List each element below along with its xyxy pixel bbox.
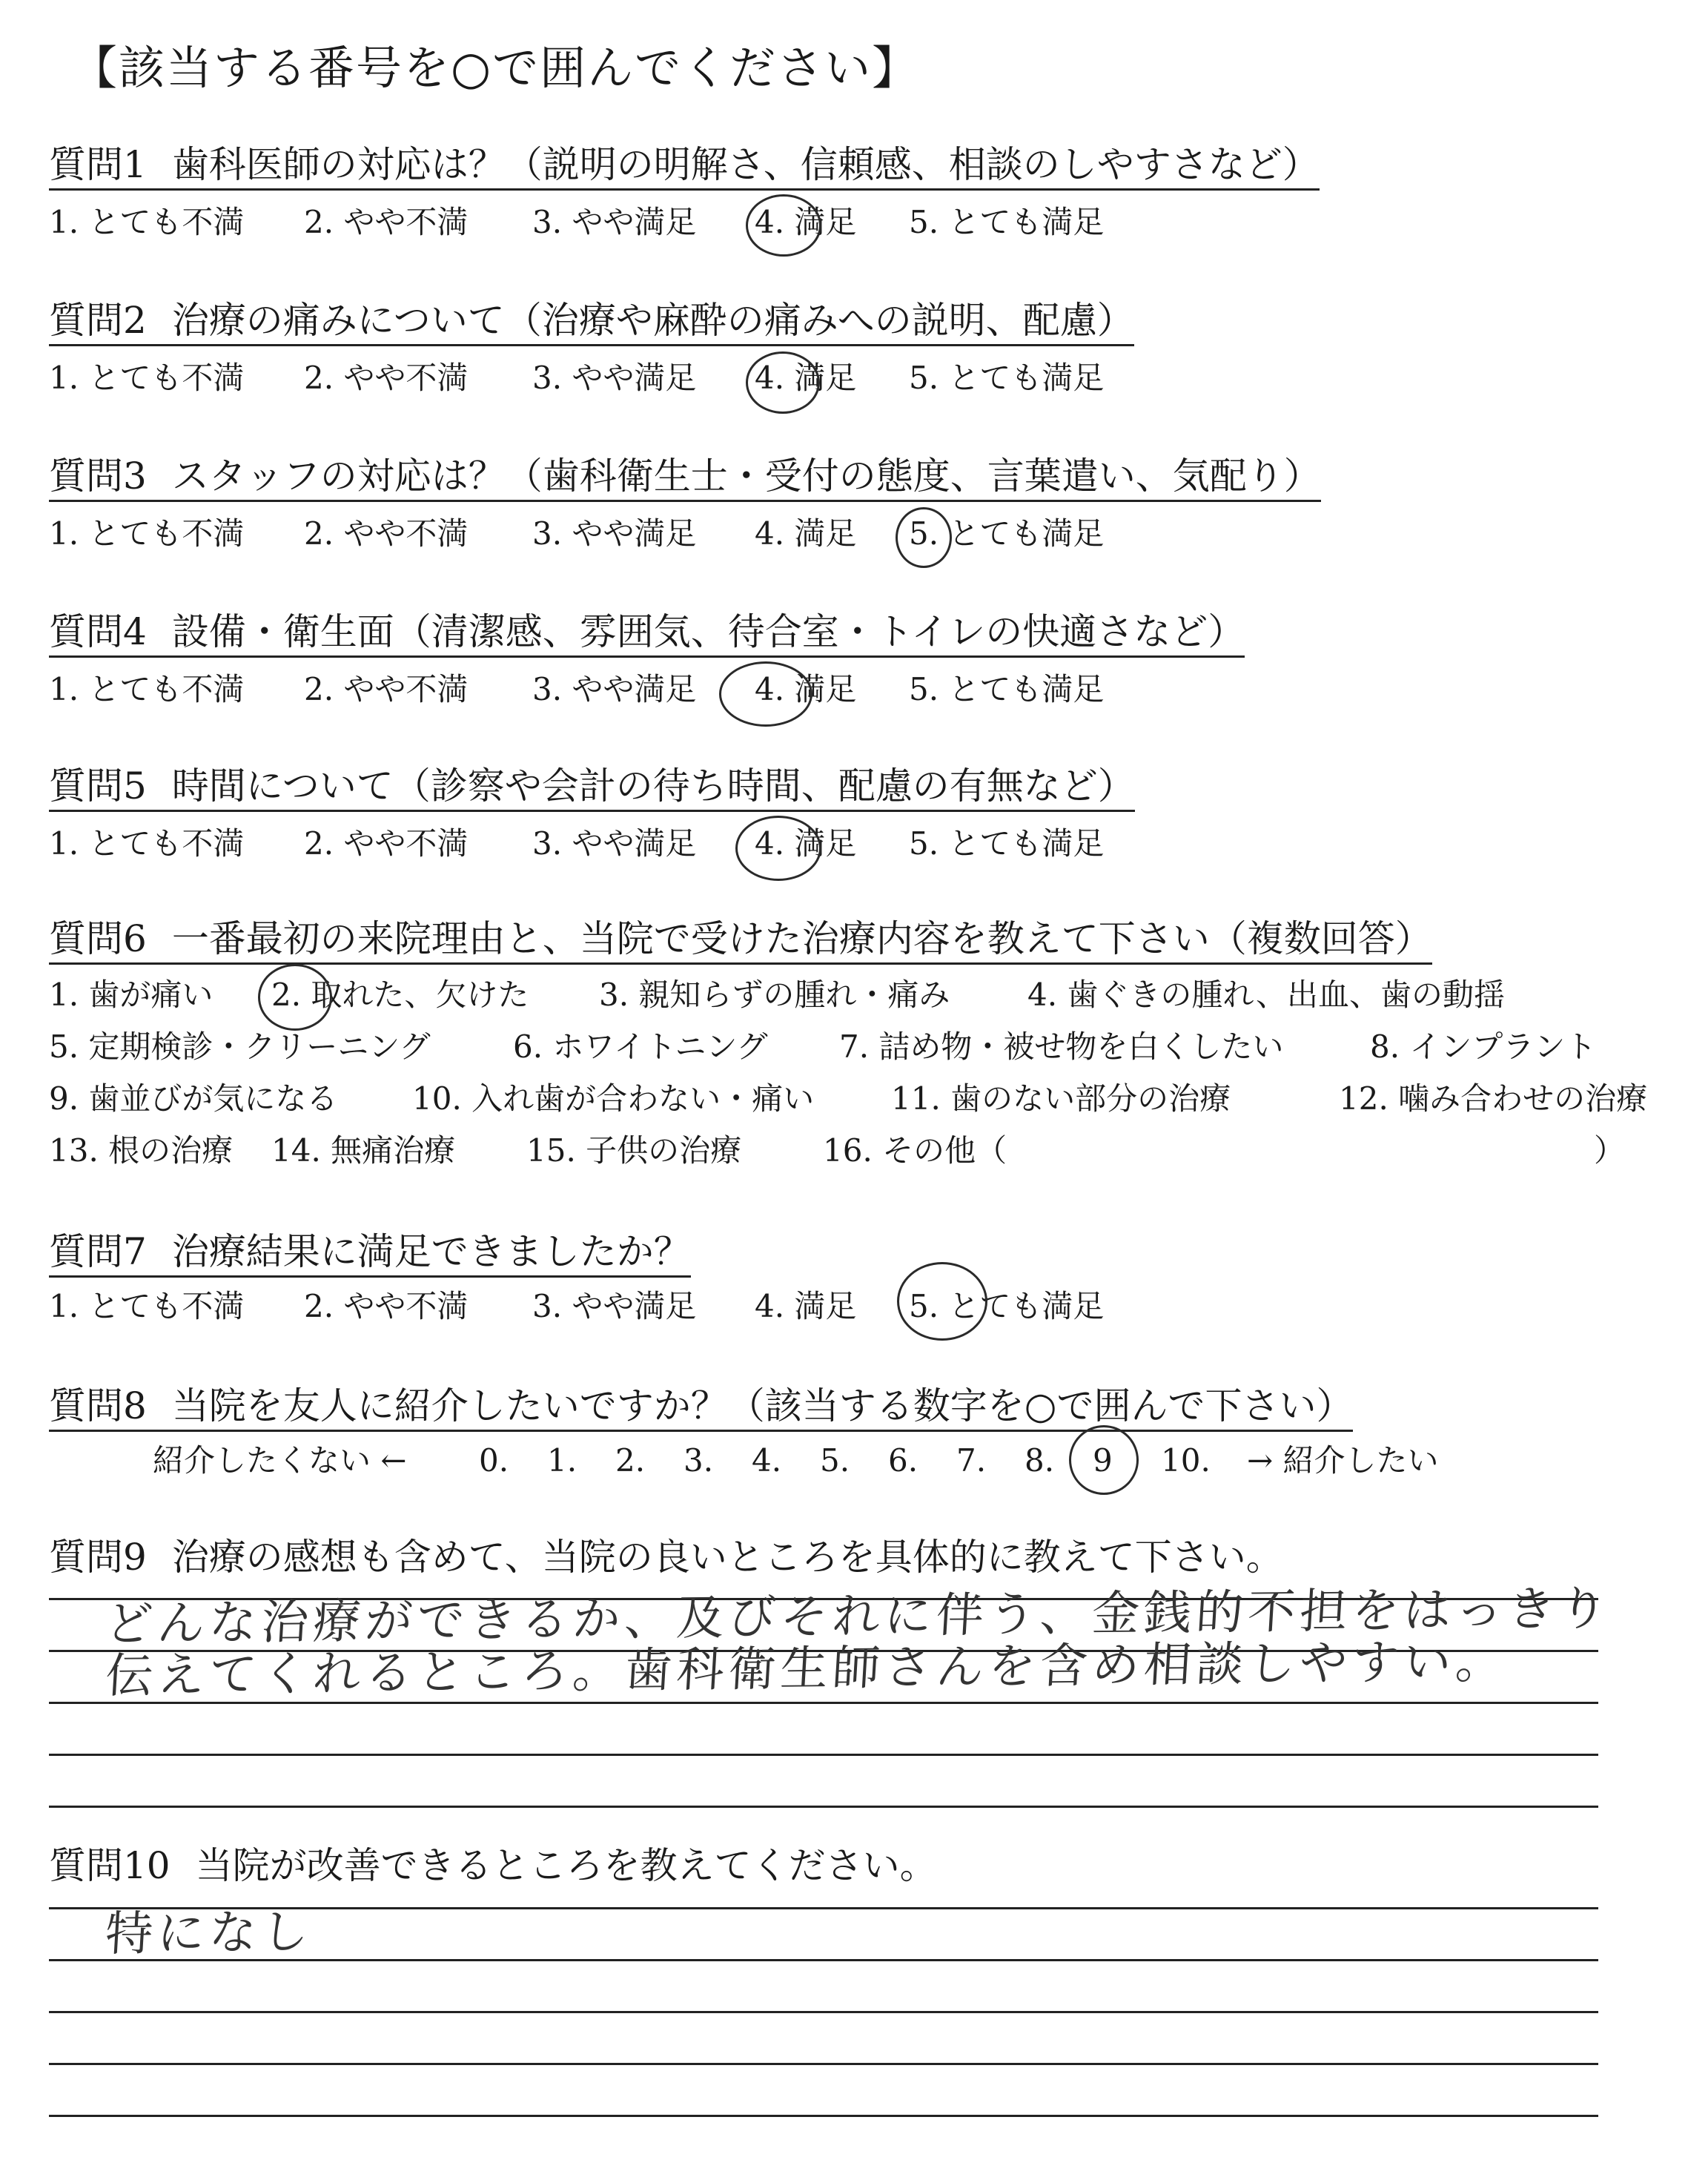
- q8-score-6[interactable]: 6.: [888, 1442, 918, 1479]
- q7-option-5[interactable]: 5. とても満足: [909, 1288, 1105, 1324]
- q6-option-15[interactable]: 15. 子供の治療: [526, 1132, 742, 1169]
- question-3-text: スタッフの対応は？（歯科衛生士・受付の態度、言葉遣い、気配り）: [171, 455, 1321, 498]
- q9-answer-line-5: [49, 1806, 1598, 1808]
- q1-option-4[interactable]: 4. 満足: [755, 204, 857, 240]
- question-7-title: [49, 1229, 691, 1278]
- q6-option-8[interactable]: 8. インプラント: [1370, 1028, 1597, 1065]
- q6-option-13[interactable]: 13. 根の治療: [49, 1132, 234, 1169]
- q2-option-3[interactable]: 3. やや満足: [532, 360, 697, 396]
- q9-handwritten-answer-line-2: 伝えてくれるところ。歯科衛生師さんを含め相談しやすい。: [103, 1634, 1509, 1704]
- q8-score-1[interactable]: 1.: [547, 1442, 577, 1479]
- question-9-text: 治療の感想も含めて、当院の良いところを具体的に教えて下さい。: [171, 1536, 1283, 1579]
- q1-option-2[interactable]: 2. やや不満: [304, 204, 469, 240]
- q7-option-3[interactable]: 3. やや満足: [532, 1288, 697, 1324]
- q8-score-2[interactable]: 2.: [615, 1442, 646, 1479]
- q2-option-5[interactable]: 5. とても満足: [909, 360, 1105, 396]
- q3-option-5[interactable]: 5. とても満足: [909, 515, 1105, 552]
- q1-option-3[interactable]: 3. やや満足: [532, 204, 697, 240]
- q5-option-2[interactable]: 2. やや不満: [304, 825, 469, 862]
- question-2-text: 治療の痛みについて（治療や麻酔の痛みへの説明、配慮）: [171, 299, 1134, 342]
- q6-option-7[interactable]: 7. 詰め物・被せ物を白くしたい: [839, 1028, 1284, 1065]
- q8-score-8[interactable]: 8.: [1025, 1442, 1055, 1479]
- q3-option-4[interactable]: 4. 満足: [755, 515, 857, 552]
- question-10-number: 質問10: [49, 1844, 171, 1887]
- q6-option-14[interactable]: 14. 無痛治療: [271, 1132, 456, 1169]
- question-1-text: 歯科医師の対応は？（説明の明解さ、信頼感、相談のしやすさなど）: [171, 143, 1320, 186]
- question-7-text: 治療結果に満足できましたか？: [171, 1230, 691, 1273]
- q4-option-1[interactable]: 1. とても不満: [49, 671, 245, 707]
- q6-option-16[interactable]: 16. その他（: [823, 1132, 1007, 1169]
- q8-score-7[interactable]: 7.: [956, 1442, 987, 1479]
- question-6-text: 一番最初の来院理由と、当院で受けた治療内容を教えて下さい（複数回答）: [171, 917, 1432, 960]
- q5-option-4[interactable]: 4. 満足: [755, 825, 857, 862]
- question-10-text: 当院が改善できるところを教えてください。: [195, 1844, 937, 1887]
- q5-option-1[interactable]: 1. とても不満: [49, 825, 245, 862]
- question-6-number: 質問6: [49, 917, 147, 960]
- q2-option-4[interactable]: 4. 満足: [755, 360, 857, 396]
- q3-option-2[interactable]: 2. やや不満: [304, 515, 469, 552]
- question-5-text: 時間について（診察や会計の待ち時間、配慮の有無など）: [171, 764, 1135, 807]
- q10-answer-line-4: [49, 2063, 1598, 2065]
- q8-score-9[interactable]: 9: [1093, 1442, 1113, 1479]
- question-4-text: 設備・衛生面（清潔感、雰囲気、待合室・トイレの快適さなど）: [171, 610, 1245, 653]
- q4-option-2[interactable]: 2. やや不満: [304, 671, 469, 707]
- q5-option-3[interactable]: 3. やや満足: [532, 825, 697, 862]
- question-8-number: 質問8: [49, 1384, 147, 1427]
- q4-option-5[interactable]: 5. とても満足: [909, 671, 1105, 707]
- q1-option-5[interactable]: 5. とても満足: [909, 204, 1105, 240]
- question-5-title: [49, 764, 1135, 812]
- q6-option-5[interactable]: 5. 定期検診・クリーニング: [49, 1028, 431, 1065]
- q8-score-0[interactable]: 0.: [479, 1442, 509, 1479]
- question-4-number: 質問4: [49, 610, 147, 653]
- q9-handwritten-answer-line-1: どんな治療ができるか、及びそれに伴う、金銭的不担をはっきり: [103, 1581, 1613, 1652]
- question-7-number: 質問7: [49, 1230, 147, 1273]
- q6-option-9[interactable]: 9. 歯並びが気になる: [49, 1080, 338, 1117]
- q1-option-1[interactable]: 1. とても不満: [49, 204, 245, 240]
- q2-option-1[interactable]: 1. とても不満: [49, 360, 245, 396]
- q10-handwritten-answer-line-1: 特になし: [103, 1905, 315, 1962]
- question-9-title: [49, 1535, 1283, 1581]
- q7-option-1[interactable]: 1. とても不満: [49, 1288, 245, 1324]
- q8-score-3[interactable]: 3.: [683, 1442, 714, 1479]
- form-title: 【該当する番号を○で囲んでください】: [71, 41, 920, 95]
- q8-right-label: → 紹介したい: [1247, 1442, 1439, 1479]
- question-8-text: 当院を友人に紹介したいですか？（該当する数字を○で囲んで下さい）: [171, 1384, 1354, 1427]
- question-3-number: 質問3: [49, 455, 147, 498]
- q9-answer-line-4: [49, 1754, 1598, 1756]
- q6-option-3[interactable]: 3. 親知らずの腫れ・痛み: [599, 977, 950, 1013]
- q8-score-5[interactable]: 5.: [820, 1442, 850, 1479]
- question-1-title: [49, 142, 1320, 191]
- q6-option-1[interactable]: 1. 歯が痛い: [49, 977, 214, 1013]
- question-10-title: [49, 1843, 937, 1889]
- q2-option-2[interactable]: 2. やや不満: [304, 360, 469, 396]
- q7-option-2[interactable]: 2. やや不満: [304, 1288, 469, 1324]
- q4-option-3[interactable]: 3. やや満足: [532, 671, 697, 707]
- question-6-title: [49, 916, 1432, 965]
- q10-answer-line-5: [49, 2115, 1598, 2117]
- q5-option-5[interactable]: 5. とても満足: [909, 825, 1105, 862]
- q4-option-4[interactable]: 4. 満足: [755, 671, 857, 707]
- q6-option-6[interactable]: 6. ホワイトニング: [513, 1028, 768, 1065]
- q8-left-label: 紹介したくない ←: [153, 1442, 407, 1479]
- q6-option-11[interactable]: 11. 歯のない部分の治療: [891, 1080, 1231, 1117]
- q6-option-4[interactable]: 4. 歯ぐきの腫れ、出血、歯の動揺: [1027, 977, 1505, 1013]
- q8-score-4[interactable]: 4.: [752, 1442, 782, 1479]
- q3-option-3[interactable]: 3. やや満足: [532, 515, 697, 552]
- question-2-number: 質問2: [49, 299, 147, 342]
- q6-option-16-close-paren: ）: [1594, 1132, 1626, 1169]
- question-9-number: 質問9: [49, 1536, 147, 1579]
- question-1-number: 質問1: [49, 143, 147, 186]
- q3-option-1[interactable]: 1. とても不満: [49, 515, 245, 552]
- question-4-title: [49, 610, 1245, 658]
- q10-answer-line-3: [49, 2011, 1598, 2013]
- q8-score-10[interactable]: 10.: [1161, 1442, 1211, 1479]
- q6-option-2[interactable]: 2. 取れた、欠けた: [271, 977, 529, 1013]
- q6-option-12[interactable]: 12. 噛み合わせの治療: [1339, 1080, 1648, 1117]
- question-5-number: 質問5: [49, 764, 147, 807]
- question-2-title: [49, 298, 1134, 346]
- question-8-title: [49, 1384, 1353, 1432]
- question-3-title: [49, 454, 1321, 502]
- q7-option-4[interactable]: 4. 満足: [755, 1288, 857, 1324]
- q6-option-10[interactable]: 10. 入れ歯が合わない・痛い: [412, 1080, 815, 1117]
